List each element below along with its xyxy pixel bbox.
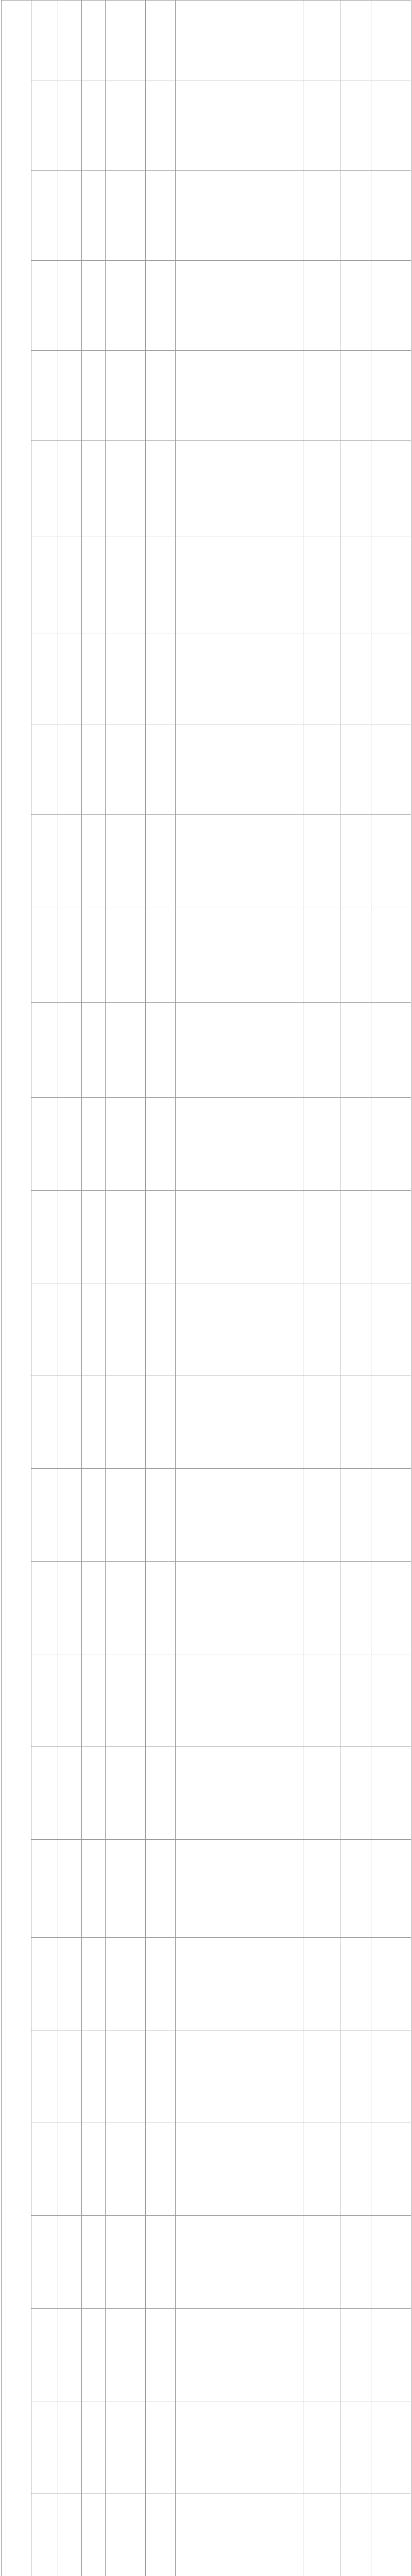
table-row-divider	[31, 1190, 411, 1191]
table-row-divider	[31, 1468, 411, 1469]
table-row-divider	[31, 1561, 411, 1562]
table-column-divider	[105, 0, 106, 2576]
table-column-divider	[175, 0, 176, 2576]
table-row-divider	[31, 1002, 411, 1003]
table-row-divider	[31, 260, 411, 261]
table-column-divider	[1, 0, 2, 2576]
table-row-divider	[31, 440, 411, 441]
table-row-divider	[31, 2215, 411, 2216]
table-column-divider	[145, 0, 146, 2576]
table-row-divider	[31, 1937, 411, 1938]
table-column-divider	[81, 0, 82, 2576]
table-row-divider	[31, 2308, 411, 2309]
table-row-divider	[31, 170, 411, 171]
table-row-divider	[31, 814, 411, 815]
table-row-divider	[31, 1097, 411, 1098]
table-row-divider	[31, 1839, 411, 1840]
table-row-divider	[31, 350, 411, 351]
table-border	[1, 0, 411, 1]
